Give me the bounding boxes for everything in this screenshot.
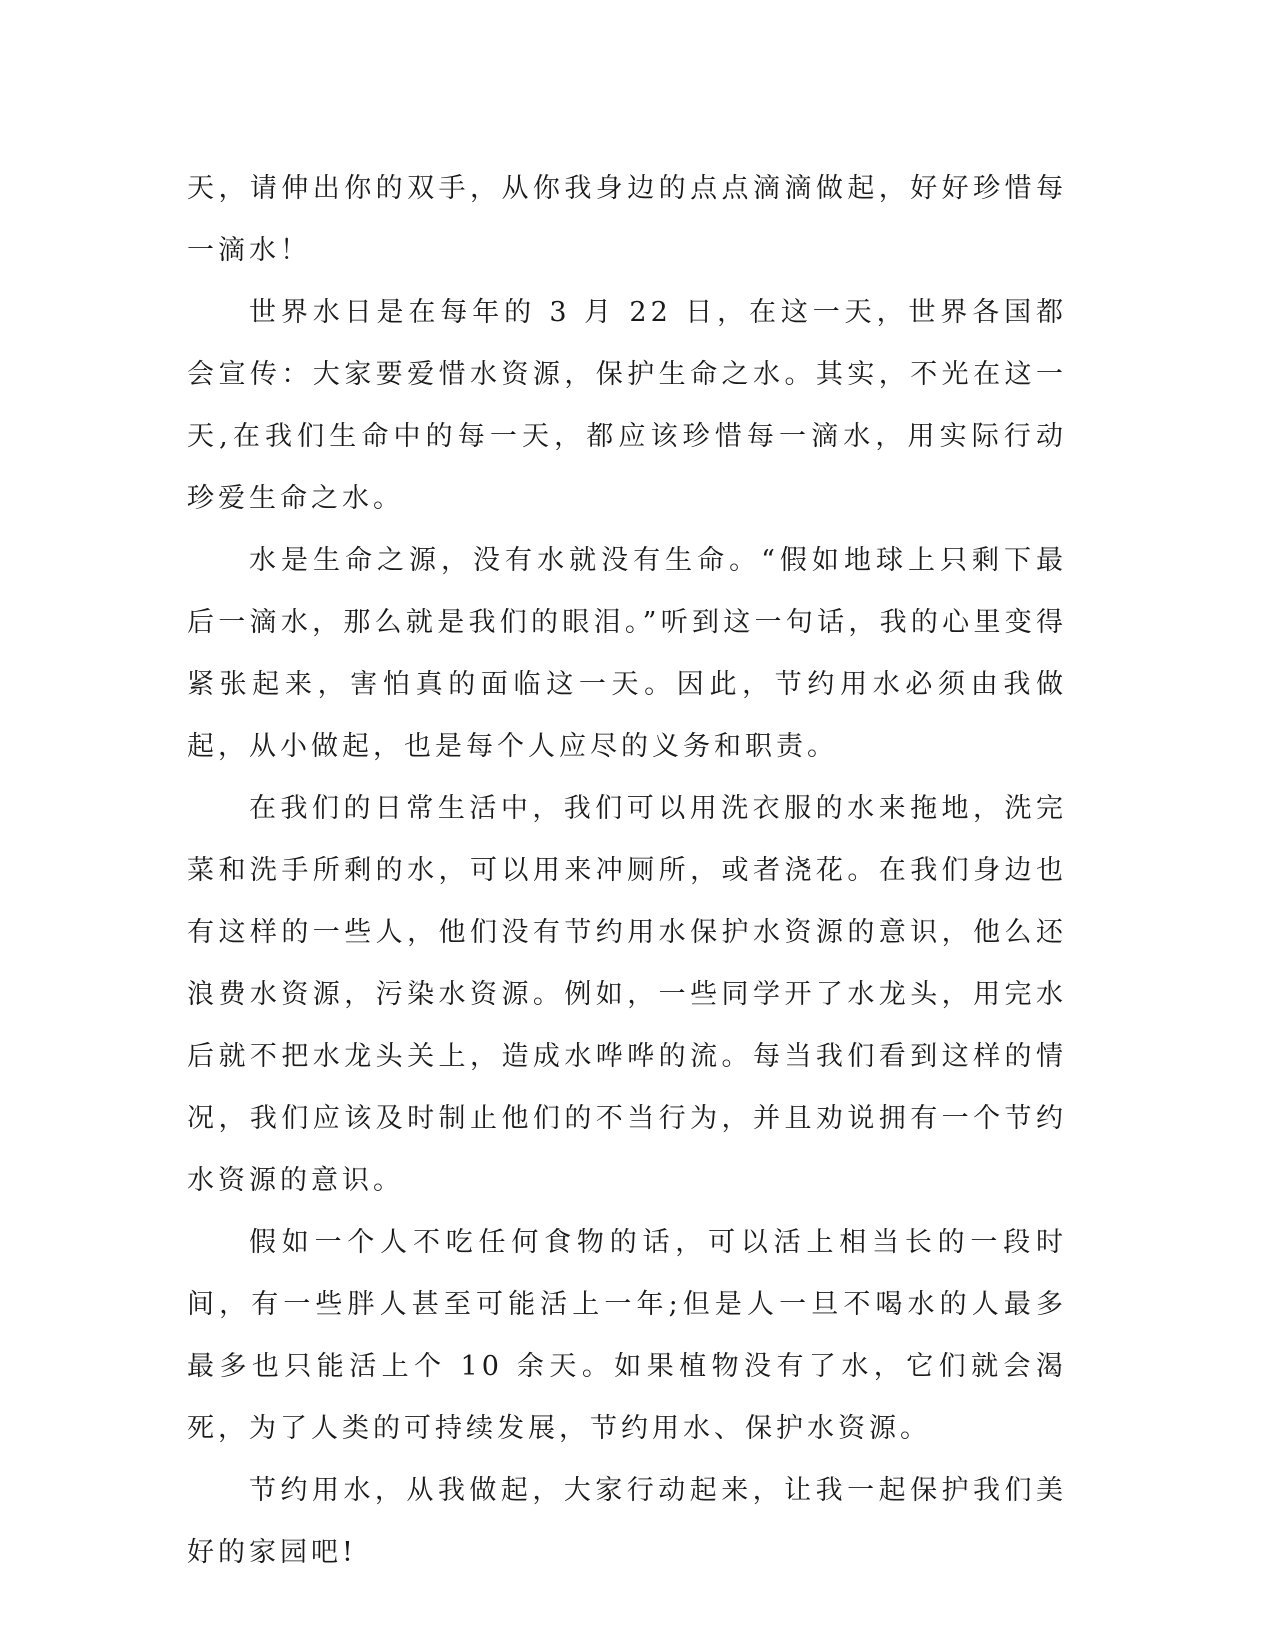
paragraph-continuation: 天，请伸出你的双手，从你我身边的点点滴滴做起，好好珍惜每一滴水！ (187, 173, 1067, 266)
paragraph-world-water-day: 世界水日是在每年的 3 月 22 日，在这一天，世界各国都会宣传：大家要爱惜水资源，保护生命之水。其实，不光在这一天,在我们生命中的每一天，都应该珍惜每一滴水，用实际行动珍爱生命之水。 (187, 297, 1067, 514)
paragraph-survival: 假如一个人不吃任何食物的话，可以活上相当长的一段时间，有一些胖人甚至可能活上一年;但是人一旦不喝水的人最多最多也只能活上个 10 余天。如果植物没有了水，它们就会渴死，为了人类的可持续发展，节约用水、保护水资源。 (187, 1227, 1067, 1444)
paragraph-closing: 节约用水，从我做起，大家行动起来，让我一起保护我们美好的家园吧! (187, 1475, 1067, 1568)
paragraph-daily-life: 在我们的日常生活中，我们可以用洗衣服的水来拖地，洗完菜和洗手所剩的水，可以用来冲厕所，或者浇花。在我们身边也有这样的一些人，他们没有节约用水保护水资源的意识，他么还浪费水资源，污染水资源。例如，一些同学开了水龙头，用完水后就不把水龙头关上，造成水哗哗的流。每当我们看到这样的情况，我们应该及时制止他们的不当行为，并且劝说拥有一个节约水资源的意识。 (187, 793, 1067, 1196)
document-body (187, 158, 1067, 1584)
paragraph-source-of-life: 水是生命之源，没有水就没有生命。“假如地球上只剩下最后一滴水，那么就是我们的眼泪。”听到这一句话，我的心里变得紧张起来，害怕真的面临这一天。因此，节约用水必须由我做起，从小做起，也是每个人应尽的义务和职责。 (187, 545, 1067, 762)
